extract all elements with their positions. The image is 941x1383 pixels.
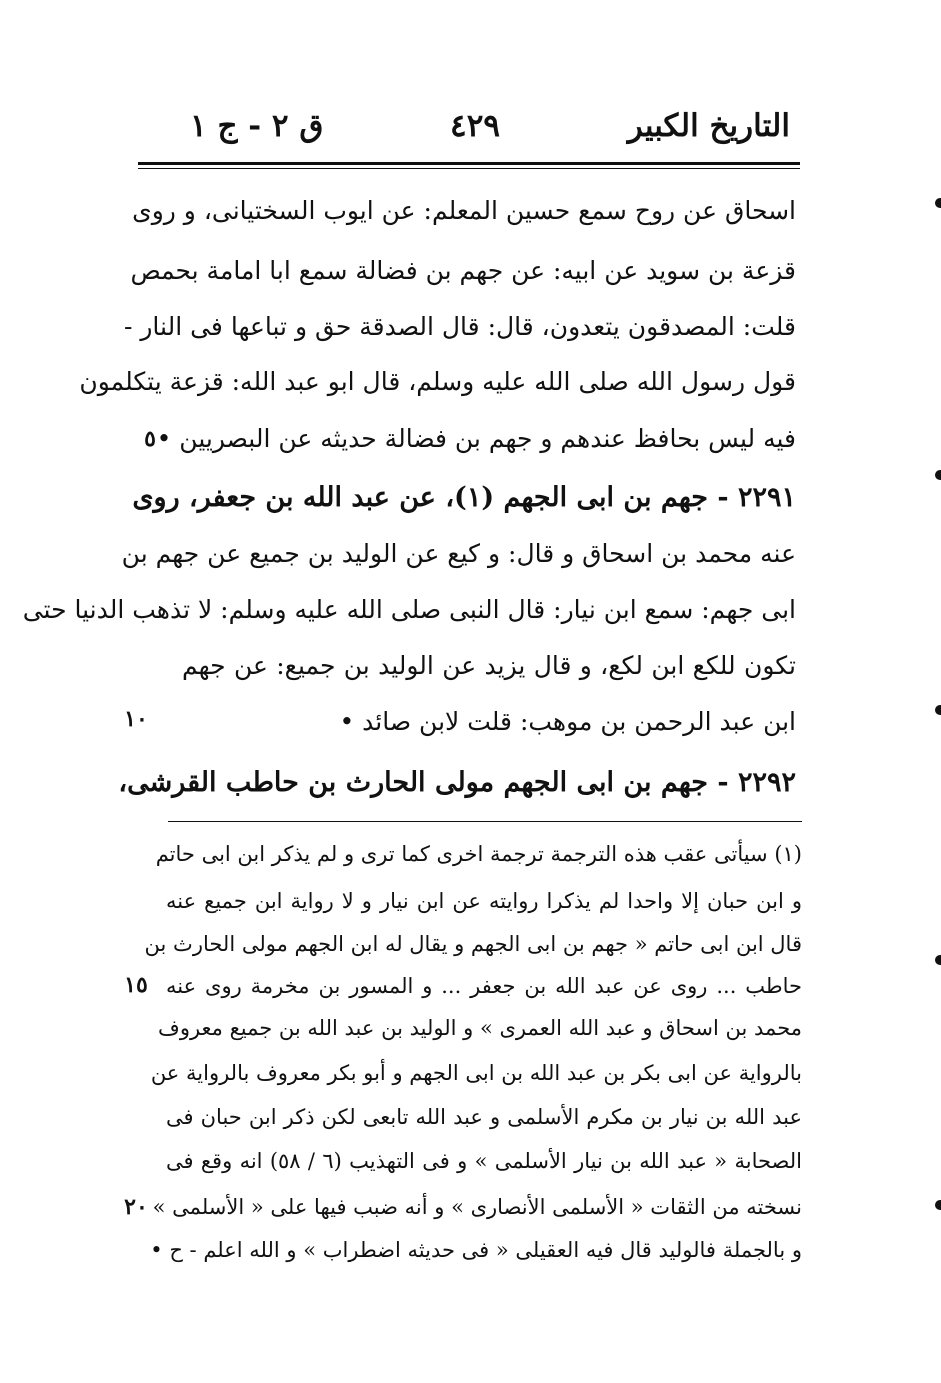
body-line: قلت: المصدقون يتعدون، قال: قال الصدقة حق و تباعها فى النار - bbox=[123, 312, 796, 341]
header-rule-thick bbox=[138, 162, 800, 165]
binding-mark bbox=[935, 470, 941, 480]
body-line: ابن عبد الرحمن بن موهب: قلت لابن صائد • bbox=[339, 707, 796, 736]
body-line: قزعة بن سويد عن ابيه: عن جهم بن فضالة سمع ابا امامة بحمص bbox=[130, 256, 796, 285]
line-number-5: ٥ bbox=[144, 426, 156, 452]
binding-mark bbox=[935, 198, 941, 208]
footnote-line: (١) سيأتى عقب هذه الترجمة ترجمة اخرى كما ترى و لم يذكر ابن ابى حاتم bbox=[155, 842, 802, 866]
footnote-line: الصحابة « عبد الله بن نيار الأسلمى » و فى التهذيب (٦ / ٥٨) انه وقع فى bbox=[166, 1149, 802, 1173]
binding-mark bbox=[935, 955, 941, 965]
footnote-line: حاطب ... روى عن عبد الله بن جعفر ... و المسور بن مخرمة روى عنه bbox=[166, 974, 802, 998]
footnote-line: عبد الله بن نيار بن مكرم الأسلمى و عبد الله تابعى لكن ذكر ابن حبان فى bbox=[166, 1105, 802, 1129]
header-rule-thin bbox=[138, 168, 800, 169]
body-line: ابى جهم: سمع ابن نيار: قال النبى صلى الله عليه وسلم: لا تذهب الدنيا حتى bbox=[22, 595, 796, 624]
footnote-line: و ابن حبان إلا واحدا لم يذكرا روايته عن ابن نيار و لا رواية ابن جميع عنه bbox=[166, 889, 802, 913]
entry-heading-2291: ٢٢٩١ - جهم بن ابى الجهم (١)، عن عبد الله بن جعفر، روى bbox=[132, 482, 796, 513]
body-line: عنه محمد بن اسحاق و قال: و كيع عن الوليد بن جميع عن جهم بن bbox=[121, 539, 796, 568]
footnote-line: قال ابن ابى حاتم « جهم بن ابى الجهم و يقال له ابن الجهم مولى الحارث بن bbox=[144, 932, 802, 956]
footnote-line: و بالجملة فالوليد قال فيه العقيلى « فى حديثه اضطراب » و الله اعلم - ح • bbox=[150, 1238, 802, 1262]
footnote-line: نسخته من الثقات « الأسلمى الأنصارى » و أنه ضبب فيها على « الأسلمى » bbox=[152, 1195, 802, 1219]
footnote-line: محمد بن اسحاق و عبد الله العمرى » و الوليد بن عبد الله بن جميع معروف bbox=[158, 1016, 802, 1040]
body-line: فيه ليس بحافظ عندهم و جهم بن فضالة حديثه عن البصريين • bbox=[156, 424, 796, 453]
body-line: قول رسول الله صلى الله عليه وسلم، قال ابو عبد الله: قزعة يتكلمون bbox=[79, 367, 796, 396]
footnote-line: بالرواية عن ابى بكر بن عبد الله بن ابى الجهم و أبو بكر معروف بالرواية عن bbox=[150, 1061, 802, 1085]
footnote-rule bbox=[168, 821, 802, 822]
line-number-15: ١٥ bbox=[124, 972, 148, 998]
entry-heading-2292: ٢٢٩٢ - جهم بن ابى الجهم مولى الحارث بن حاطب القرشى، bbox=[118, 767, 796, 798]
page-number: ٤٢٩ bbox=[450, 108, 500, 144]
body-line: اسحاق عن روح سمع حسين المعلم: عن ايوب السختيانى، و روى bbox=[132, 196, 796, 225]
binding-mark bbox=[935, 705, 941, 715]
line-number-20: ٢٠ bbox=[124, 1194, 148, 1220]
book-title: التاريخ الكبير bbox=[627, 108, 790, 144]
body-line: تكون للكع ابن لكع، و قال يزيد عن الوليد بن جميع: عن جهم bbox=[182, 651, 796, 680]
volume-marker: ق ٢ - ج ١ bbox=[190, 108, 324, 144]
binding-mark bbox=[935, 1200, 941, 1210]
page-header bbox=[150, 108, 790, 154]
line-number-10: ١٠ bbox=[124, 706, 148, 732]
